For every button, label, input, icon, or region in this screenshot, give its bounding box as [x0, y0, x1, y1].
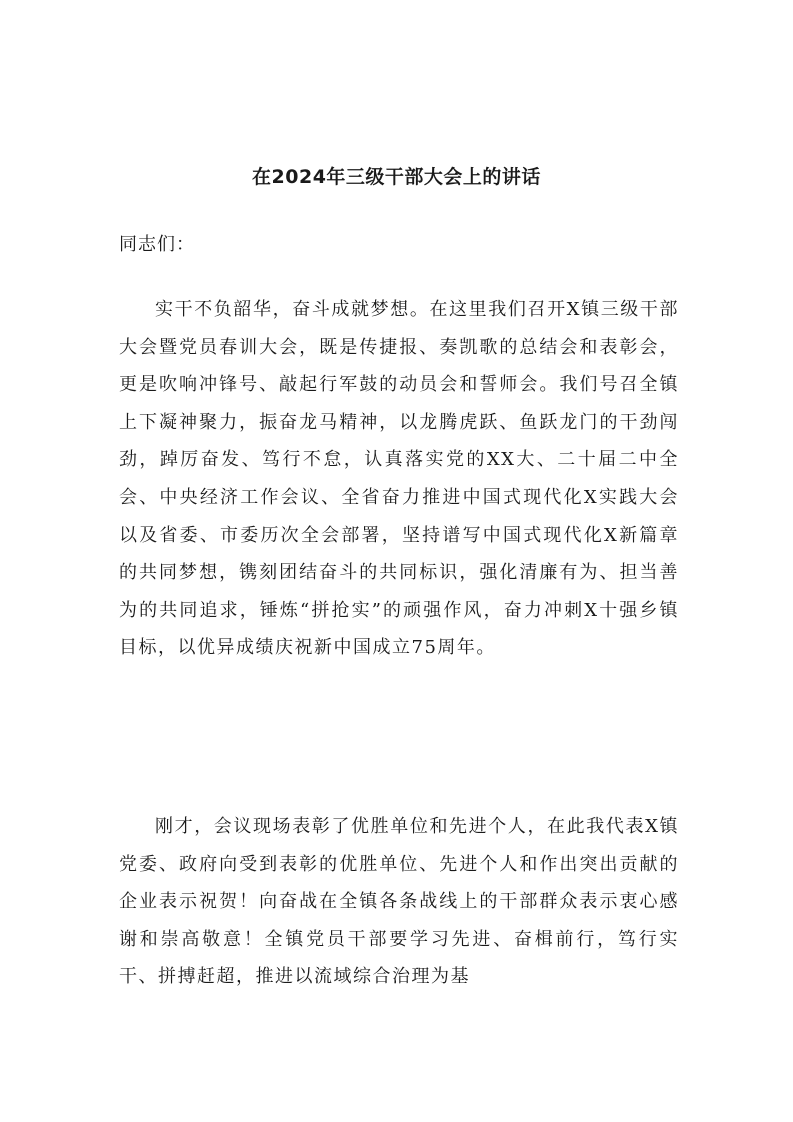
salutation: 同志们： — [119, 234, 195, 255]
page-title: 在2024年三级干部大会上的讲话 — [252, 166, 541, 188]
paragraph-2: 刚才，会议现场表彰了优胜单位和先进个人，在此我代表X镇党委、政府向受到表彰的优胜单位、先进个人和作出突出贡献的企业表示祝贺！向奋战在全镇各条战线上的干部群众表示衷心感谢和崇高敬意！全镇党员干部要学习先进、奋楫前行，笃行实干、拼搏赶超，推进以流域综合治理为基 — [119, 816, 679, 988]
paragraph-1: 实干不负韶华，奋斗成就梦想。在这里我们召开X镇三级干部大会暨党员春训大会，既是传捷报、奏凯歌的总结会和表彰会，更是吹响冲锋号、敲起行军鼓的动员会和誓师会。我们号召全镇上下凝神聚力，振奋龙马精神，以龙腾虎跃、鱼跃龙门的干劲闯劲，踔厉奋发、笃行不怠，认真落实党的XX大、二十届二中全会、中央经济工作会议、全省奋力推进中国式现代化X实践大会以及省委、市委历次全会部署，坚持谱写中国式现代化X新篇章的共同梦想，镌刻团结奋斗的共同标识，强化清廉有为、担当善为的共同追求，锤炼“拼抢实”的顽强作风，奋力冲刺X十强乡镇目标，以优异成绩庆祝新中国成立75周年。 — [119, 299, 679, 659]
